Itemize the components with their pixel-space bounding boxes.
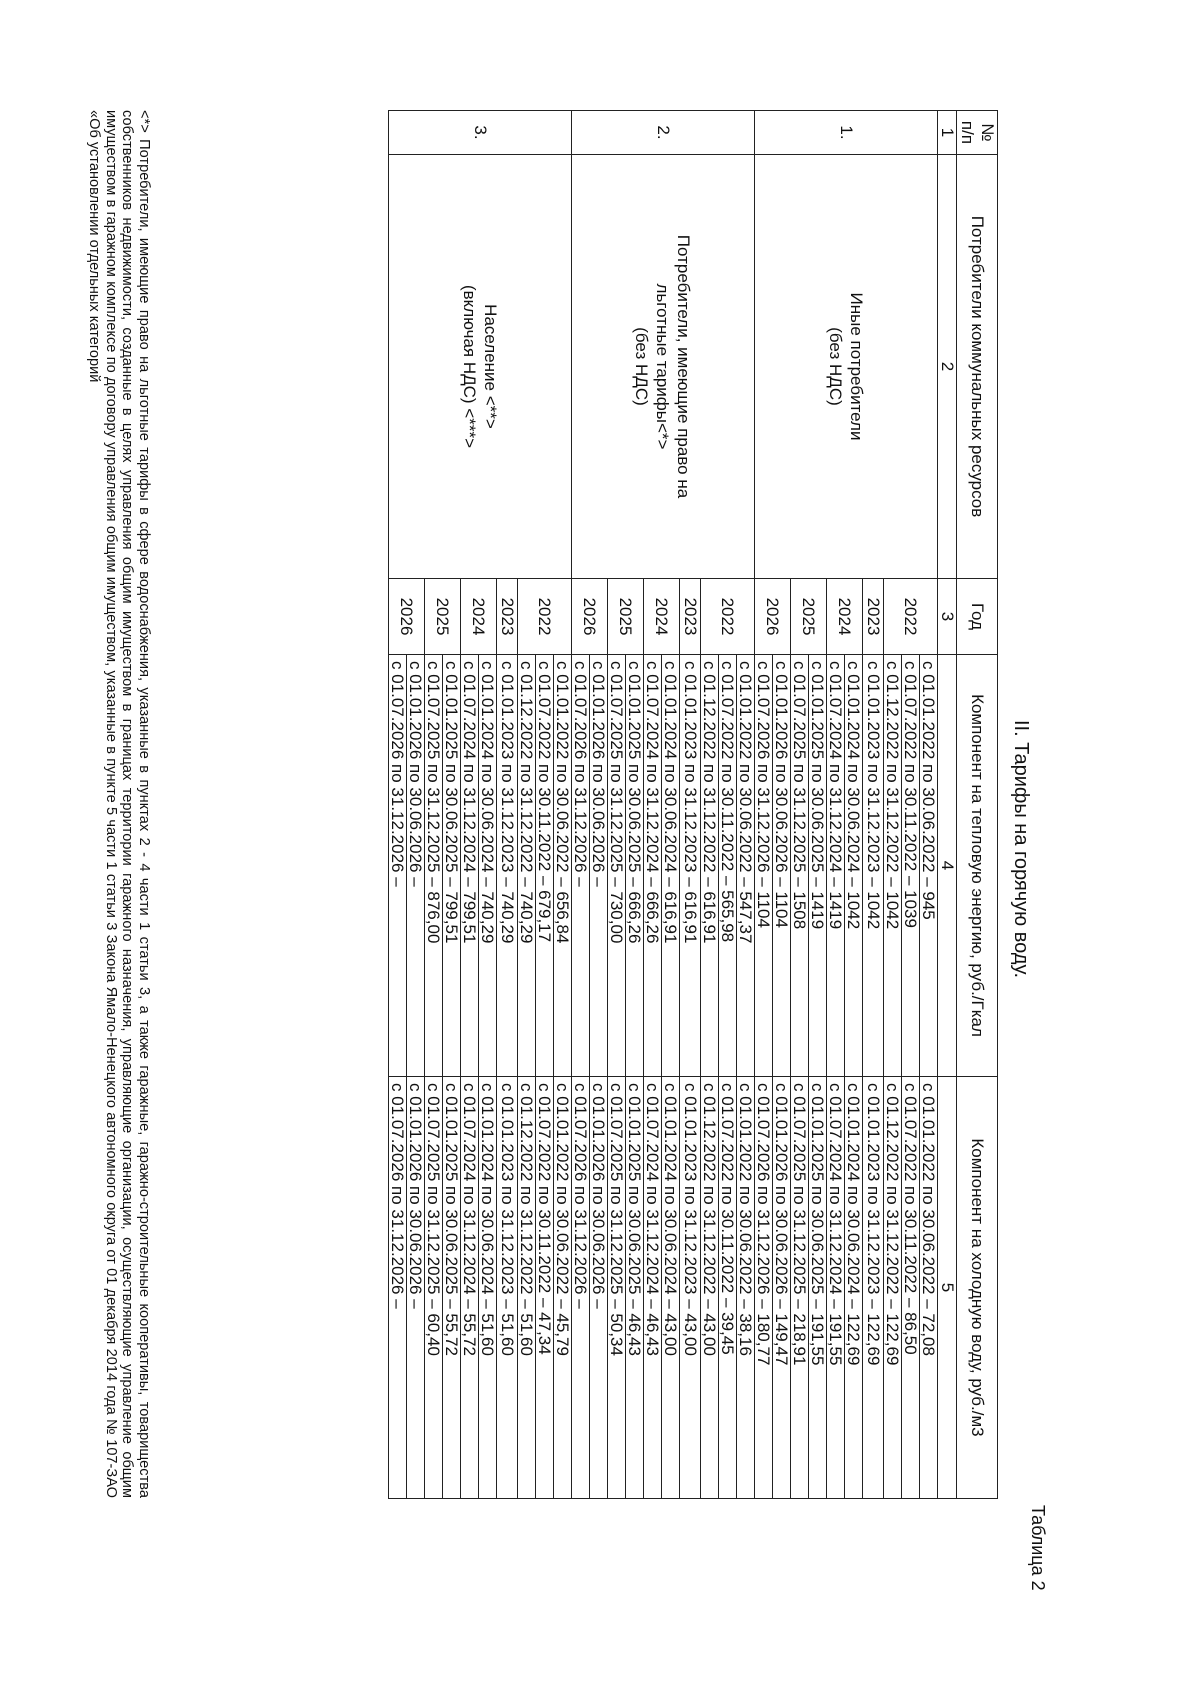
cold-water-tariff-line: с 01.01.2026 по 30.06.2026 – [590, 1077, 608, 1499]
heat-tariff-line: с 01.01.2025 по 30.06.2025 – 666,26 [626, 655, 644, 1077]
cold-water-tariff-line: с 01.01.2022 по 30.06.2022 – 38,16 [737, 1077, 755, 1499]
table-row [920, 111, 938, 1499]
consumer-line: Иные потребители [847, 292, 866, 441]
cold-water-tariff-line: с 01.07.2025 по 31.12.2025 – 60,40 [425, 1077, 443, 1499]
heat-tariff-line: с 01.07.2022 по 30.11.2022 – 679,17 [536, 655, 554, 1077]
cold-water-tariff-line: с 01.12.2022 по 31.12.2022 – 51,60 [518, 1077, 536, 1499]
cold-water-tariff-line: с 01.12.2022 по 31.12.2022 – 43,00 [701, 1077, 719, 1499]
consumer-line: (без НДС) [826, 327, 845, 406]
heat-tariff-line: с 01.01.2025 по 30.06.2025 – 799,51 [443, 655, 461, 1077]
year-cell: 2025 [608, 579, 644, 655]
hot-water-tariffs-table [388, 110, 998, 1499]
year-cell: 2022 [518, 579, 572, 655]
heat-tariff-line: с 01.01.2023 по 31.12.2023 – 740,29 [497, 655, 518, 1077]
heat-tariff-line: с 01.07.2022 по 30.11.2022 – 1039 [902, 655, 920, 1077]
heat-tariff-line: с 01.01.2022 по 30.06.2022 – 945 [920, 655, 938, 1077]
row-number: 1. [755, 111, 938, 155]
heat-tariff-line: с 01.12.2022 по 31.12.2022 – 1042 [884, 655, 902, 1077]
year-cell: 2024 [461, 579, 497, 655]
heat-tariff-line: с 01.07.2024 по 31.12.2024 – 799,51 [461, 655, 479, 1077]
cold-water-tariff-line: с 01.01.2025 по 30.06.2025 – 191,55 [809, 1077, 827, 1499]
heat-tariff-line: с 01.12.2022 по 31.12.2022 – 740,29 [518, 655, 536, 1077]
heat-tariff-line: с 01.07.2022 по 30.11.2022 – 565,98 [719, 655, 737, 1077]
consumer-category [755, 155, 938, 579]
table-label: Таблица 2 [1028, 1505, 1048, 1591]
cold-water-tariff-line: с 01.01.2026 по 30.06.2026 – 149,47 [773, 1077, 791, 1499]
cold-water-tariff-line: с 01.01.2024 по 30.06.2024 – 122,69 [845, 1077, 863, 1499]
col-number: 1 [938, 111, 957, 155]
col-header-cold: Компонент на холодную воду, руб./м3 [957, 1077, 998, 1499]
heat-tariff-line: с 01.12.2022 по 31.12.2022 – 616,91 [701, 655, 719, 1077]
col-number: 2 [938, 155, 957, 579]
heat-tariff-line: с 01.07.2025 по 31.12.2025 – 1508 [791, 655, 809, 1077]
cold-water-tariff-line: с 01.01.2023 по 31.12.2023 – 51,60 [497, 1077, 518, 1499]
heat-tariff-line: с 01.01.2024 по 30.06.2024 – 740,29 [479, 655, 497, 1077]
col-number: 3 [938, 579, 957, 655]
header-row [957, 111, 998, 1499]
cold-water-tariff-line: с 01.07.2022 по 30.11.2022 – 39,45 [719, 1077, 737, 1499]
year-cell: 2025 [791, 579, 827, 655]
consumer-line: (включая НДС) <***> [460, 284, 479, 448]
year-cell: 2023 [497, 579, 518, 655]
col-header-consumers: Потребители коммунальных ресурсов [957, 155, 998, 579]
table-row [554, 111, 572, 1499]
heat-tariff-line: с 01.01.2024 по 30.06.2024 – 616,91 [662, 655, 680, 1077]
heat-tariff-line: с 01.01.2026 по 30.06.2026 – [407, 655, 425, 1077]
document-title: II. Тарифы на горячую воду. [1010, 719, 1032, 979]
col-number: 5 [938, 1077, 957, 1499]
consumer-line: льготные тарифы<*> [653, 283, 673, 450]
cold-water-tariff-line: с 01.07.2024 по 31.12.2024 – 55,72 [461, 1077, 479, 1499]
consumer-line: (без НДС) [632, 327, 652, 406]
cold-water-tariff-line: с 01.01.2022 по 30.06.2022 – 72,08 [920, 1077, 938, 1499]
year-cell: 2022 [884, 579, 938, 655]
year-cell: 2023 [863, 579, 884, 655]
year-cell: 2026 [389, 579, 425, 655]
year-cell: 2026 [572, 579, 608, 655]
cold-water-tariff-line: с 01.01.2026 по 30.06.2026 – [407, 1077, 425, 1499]
year-cell: 2026 [755, 579, 791, 655]
cold-water-tariff-line: с 01.07.2022 по 30.11.2022 – 86,50 [902, 1077, 920, 1499]
cold-water-tariff-line: с 01.01.2023 по 31.12.2023 – 43,00 [680, 1077, 701, 1499]
cold-water-tariff-line: с 01.01.2023 по 31.12.2023 – 122,69 [863, 1077, 884, 1499]
heat-tariff-line: с 01.07.2026 по 31.12.2026 – [572, 655, 590, 1077]
heat-tariff-line: с 01.01.2023 по 31.12.2023 – 1042 [863, 655, 884, 1077]
cold-water-tariff-line: с 01.07.2025 по 31.12.2025 – 218,91 [791, 1077, 809, 1499]
row-number: 2. [572, 111, 755, 155]
heat-tariff-line: с 01.01.2022 по 30.06.2022 – 656,84 [554, 655, 572, 1077]
cold-water-tariff-line: с 01.01.2025 по 30.06.2025 – 46,43 [626, 1077, 644, 1499]
cold-water-tariff-line: с 01.07.2024 по 31.12.2024 – 191,55 [827, 1077, 845, 1499]
heat-tariff-line: с 01.07.2026 по 31.12.2026 – [389, 655, 407, 1077]
cold-water-tariff-line: с 01.07.2024 по 31.12.2024 – 46,43 [644, 1077, 662, 1499]
consumer-category [572, 155, 755, 579]
heat-tariff-line: с 01.07.2026 по 31.12.2026 – 1104 [755, 655, 773, 1077]
heat-tariff-line: с 01.01.2025 по 30.06.2025 – 1419 [809, 655, 827, 1077]
consumer-line: Потребители, имеющие право на [674, 234, 694, 499]
cold-water-tariff-line: с 01.12.2022 по 31.12.2022 – 122,69 [884, 1077, 902, 1499]
cold-water-tariff-line: с 01.01.2024 по 30.06.2024 – 43,00 [662, 1077, 680, 1499]
row-number: 3. [389, 111, 572, 155]
cold-water-tariff-line: с 01.01.2022 по 30.06.2022 – 45,79 [554, 1077, 572, 1499]
year-cell: 2022 [701, 579, 755, 655]
heat-tariff-line: с 01.01.2024 по 30.06.2024 – 1042 [845, 655, 863, 1077]
heat-tariff-line: с 01.07.2024 по 31.12.2024 – 666,26 [644, 655, 662, 1077]
heat-tariff-line: с 01.07.2024 по 31.12.2024 – 1419 [827, 655, 845, 1077]
table-body [389, 111, 938, 1499]
cold-water-tariff-line: с 01.07.2025 по 31.12.2025 – 50,34 [608, 1077, 626, 1499]
table-row [737, 111, 755, 1499]
col-number: 4 [938, 655, 957, 1077]
col-header-no: № п/п [957, 111, 998, 155]
cold-water-tariff-line: с 01.07.2026 по 31.12.2026 – [572, 1077, 590, 1499]
heat-tariff-line: с 01.01.2022 по 30.06.2022 – 547,37 [737, 655, 755, 1077]
heat-tariff-line: с 01.07.2025 по 31.12.2025 – 876,00 [425, 655, 443, 1077]
cold-water-tariff-line: с 01.01.2025 по 30.06.2025 – 55,72 [443, 1077, 461, 1499]
footnote: <*> Потребители, имеющие право на льготные тарифы в сфере водоснабжения, указанные в пунктах 2 - 4 части 1 статьи 3, а также гаражные, гаражно-строительные кооперативы, товарищества собственников недвижимости, созданные в целях управления общим имуществом в границах территории гаражного назначения, управляющие организации, осуществляющие управление общим имуществом в гаражном комплексе по договору управления общим имуществом, указанные в пункте 5 части 1 статьи 3 Закона Ямало-Ненецкого автономного округа от 01 декабря 2014 года № 107-ЗАО «Об установлении отдельных категорий [86, 110, 152, 1498]
year-cell: 2024 [827, 579, 863, 655]
heat-tariff-line: с 01.01.2026 по 30.06.2026 – 1104 [773, 655, 791, 1077]
consumer-category [389, 155, 572, 579]
heat-tariff-line: с 01.01.2026 по 30.06.2026 – [590, 655, 608, 1077]
heat-tariff-line: с 01.07.2025 по 31.12.2025 – 730,00 [608, 655, 626, 1077]
heat-tariff-line: с 01.01.2023 по 31.12.2023 – 616,91 [680, 655, 701, 1077]
col-header-heat: Компонент на тепловую энергию, руб./Гкал [957, 655, 998, 1077]
year-cell: 2023 [680, 579, 701, 655]
cold-water-tariff-line: с 01.07.2026 по 31.12.2026 – [389, 1077, 407, 1499]
cold-water-tariff-line: с 01.01.2024 по 30.06.2024 – 51,60 [479, 1077, 497, 1499]
year-cell: 2024 [644, 579, 680, 655]
year-cell: 2025 [425, 579, 461, 655]
consumer-line: Население <**> [481, 304, 500, 429]
col-header-year: Год [957, 579, 998, 655]
cold-water-tariff-line: с 01.07.2022 по 30.11.2022 – 47,34 [536, 1077, 554, 1499]
column-number-row [938, 111, 957, 1499]
cold-water-tariff-line: с 01.07.2026 по 31.12.2026 – 180,77 [755, 1077, 773, 1499]
